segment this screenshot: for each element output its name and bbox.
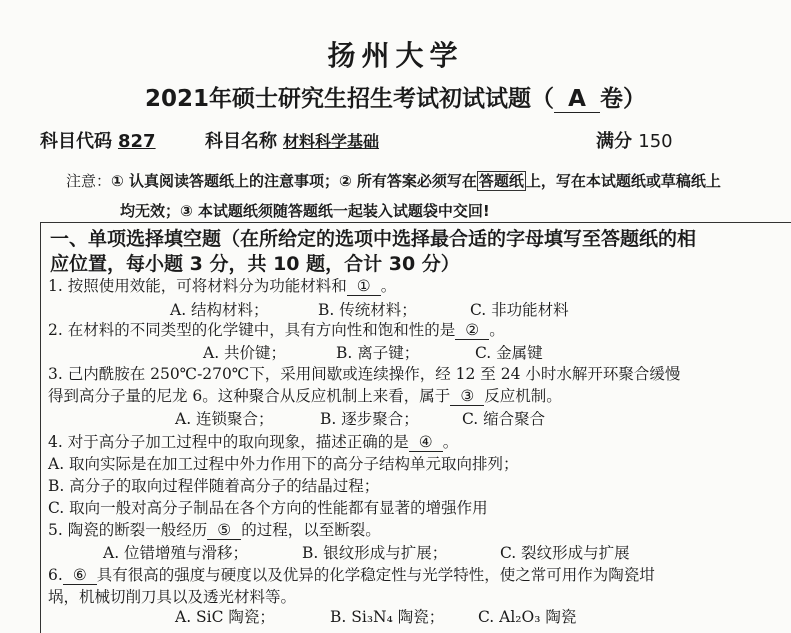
- question-3-option-a: A. 连锁聚合；: [175, 410, 274, 428]
- question-5-option-b: B. 银纹形成与扩展；: [302, 544, 448, 562]
- section-1-heading-line-1: 一、单项选择填空题（在所给定的选项中选择最合适的字母填写至答题纸的相: [50, 228, 697, 250]
- notice-line-2: [120, 200, 490, 221]
- subject-code-label: 科目代码: [40, 131, 112, 152]
- exam-title-suffix: 卷）: [600, 86, 646, 112]
- question-5-option-a: A. 位错增殖与滑移；: [103, 544, 249, 562]
- subject-code: [40, 127, 156, 153]
- question-2-option-a: A. 共价键；: [203, 344, 287, 362]
- full-score: [596, 127, 673, 153]
- question-4: [48, 430, 458, 452]
- question-2-end: 。: [489, 321, 505, 339]
- question-6-line-2: 埚，机械切削刀具以及透光材料等。: [48, 588, 297, 606]
- question-1-end: 。: [380, 277, 397, 295]
- notice-answer-sheet: 答题纸: [478, 172, 524, 190]
- exam-title-prefix: 2021年硕士研究生招生考试初试试题（: [144, 86, 554, 112]
- notice-line-1: [66, 170, 721, 191]
- full-score-label: 满分: [596, 131, 632, 152]
- question-6-text: 具有很高的强度与硬度以及优异的化学稳定性与光学特性，使之常可用作为陶瓷坩: [96, 566, 655, 584]
- question-1-option-c: C. 非功能材料: [470, 301, 569, 319]
- full-score-value: 150: [638, 131, 673, 152]
- question-3-line-2: [48, 384, 562, 406]
- subject-name-value: 材料科学基础: [283, 132, 380, 151]
- question-3-end: 反应机制。: [484, 387, 562, 405]
- question-6-line-1: [48, 563, 655, 585]
- question-4-blank: ④: [409, 433, 443, 452]
- section-1-heading-line-2: 应位置，每小题 3 分，共 10 题，合计 30 分）: [50, 253, 460, 275]
- notice-line-2-text: 均无效；③ 本试题纸须随答题纸一起装入试题袋中交回!: [120, 202, 490, 220]
- question-3-text: 得到高分子量的尼龙 6。这种聚合从反应机制上来看，属于: [48, 387, 451, 405]
- question-2-blank: ②: [455, 321, 489, 340]
- question-5: [48, 518, 381, 540]
- question-5-option-c: C. 裂纹形成与扩展: [500, 544, 630, 562]
- subject-name-label: 科目名称: [205, 131, 277, 152]
- notice-label: 注意：: [66, 172, 112, 190]
- question-6-number: 6.: [48, 566, 63, 584]
- question-1-text: 1. 按照使用效能，可将材料分为功能材料和: [48, 277, 347, 295]
- question-1-option-a: A. 结构材料；: [170, 301, 269, 319]
- question-2-text: 2. 在材料的不同类型的化学键中，具有方向性和饱和性的是: [48, 321, 456, 339]
- question-1-blank: ①: [347, 277, 381, 296]
- question-4-option-a: A. 取向实际是在加工过程中外力作用下的高分子结构单元取向排列；: [48, 455, 519, 473]
- question-6-option-c: C. Al₂O₃ 陶瓷: [478, 608, 577, 626]
- notice-item-2-after: 上，写在本试题纸或草稿纸上: [525, 172, 721, 190]
- question-6-blank: ⑥: [63, 566, 97, 585]
- question-4-option-c: C. 取向一般对高分子制品在各个方向的性能都有显著的增强作用: [48, 499, 488, 517]
- question-3-option-c: C. 缩合聚合: [462, 410, 546, 428]
- question-3-option-b: B. 逐步聚合；: [320, 410, 419, 428]
- subject-code-value: 827: [118, 131, 156, 152]
- question-1: [48, 274, 396, 296]
- question-4-option-b: B. 高分子的取向过程伴随着高分子的结晶过程；: [48, 477, 380, 495]
- question-5-blank: ⑤: [207, 521, 241, 540]
- question-6-option-a: A. SiC 陶瓷；: [175, 608, 275, 626]
- question-3-line-1: 3. 己内酰胺在 250℃-270℃下，采用间歇或连续操作，经 12 至 24 小时水解开环聚合缓慢: [48, 365, 681, 383]
- question-3-blank: ③: [450, 387, 484, 406]
- notice-item-1: ① 认真阅读答题纸上的注意事项；: [111, 172, 339, 190]
- question-4-end: 。: [442, 433, 459, 451]
- question-1-option-b: B. 传统材料；: [318, 301, 417, 319]
- notice-item-2-before: ② 所有答案必须写在: [338, 172, 477, 190]
- question-2-option-b: B. 离子键；: [336, 344, 420, 362]
- paper-type: A: [554, 86, 600, 113]
- exam-title: [0, 80, 791, 113]
- university-name: 扬州大学: [327, 39, 464, 72]
- question-5-text: 5. 陶瓷的断裂一般经历: [48, 521, 208, 539]
- subject-name: [205, 127, 379, 153]
- question-6-option-b: B. Si₃N₄ 陶瓷；: [330, 608, 445, 626]
- question-4-text: 4. 对于高分子加工过程中的取向现象，描述正确的是: [48, 433, 409, 451]
- question-5-end: 的过程，以至断裂。: [241, 521, 381, 539]
- question-2-option-c: C. 金属键: [475, 344, 543, 362]
- question-2: [48, 318, 505, 340]
